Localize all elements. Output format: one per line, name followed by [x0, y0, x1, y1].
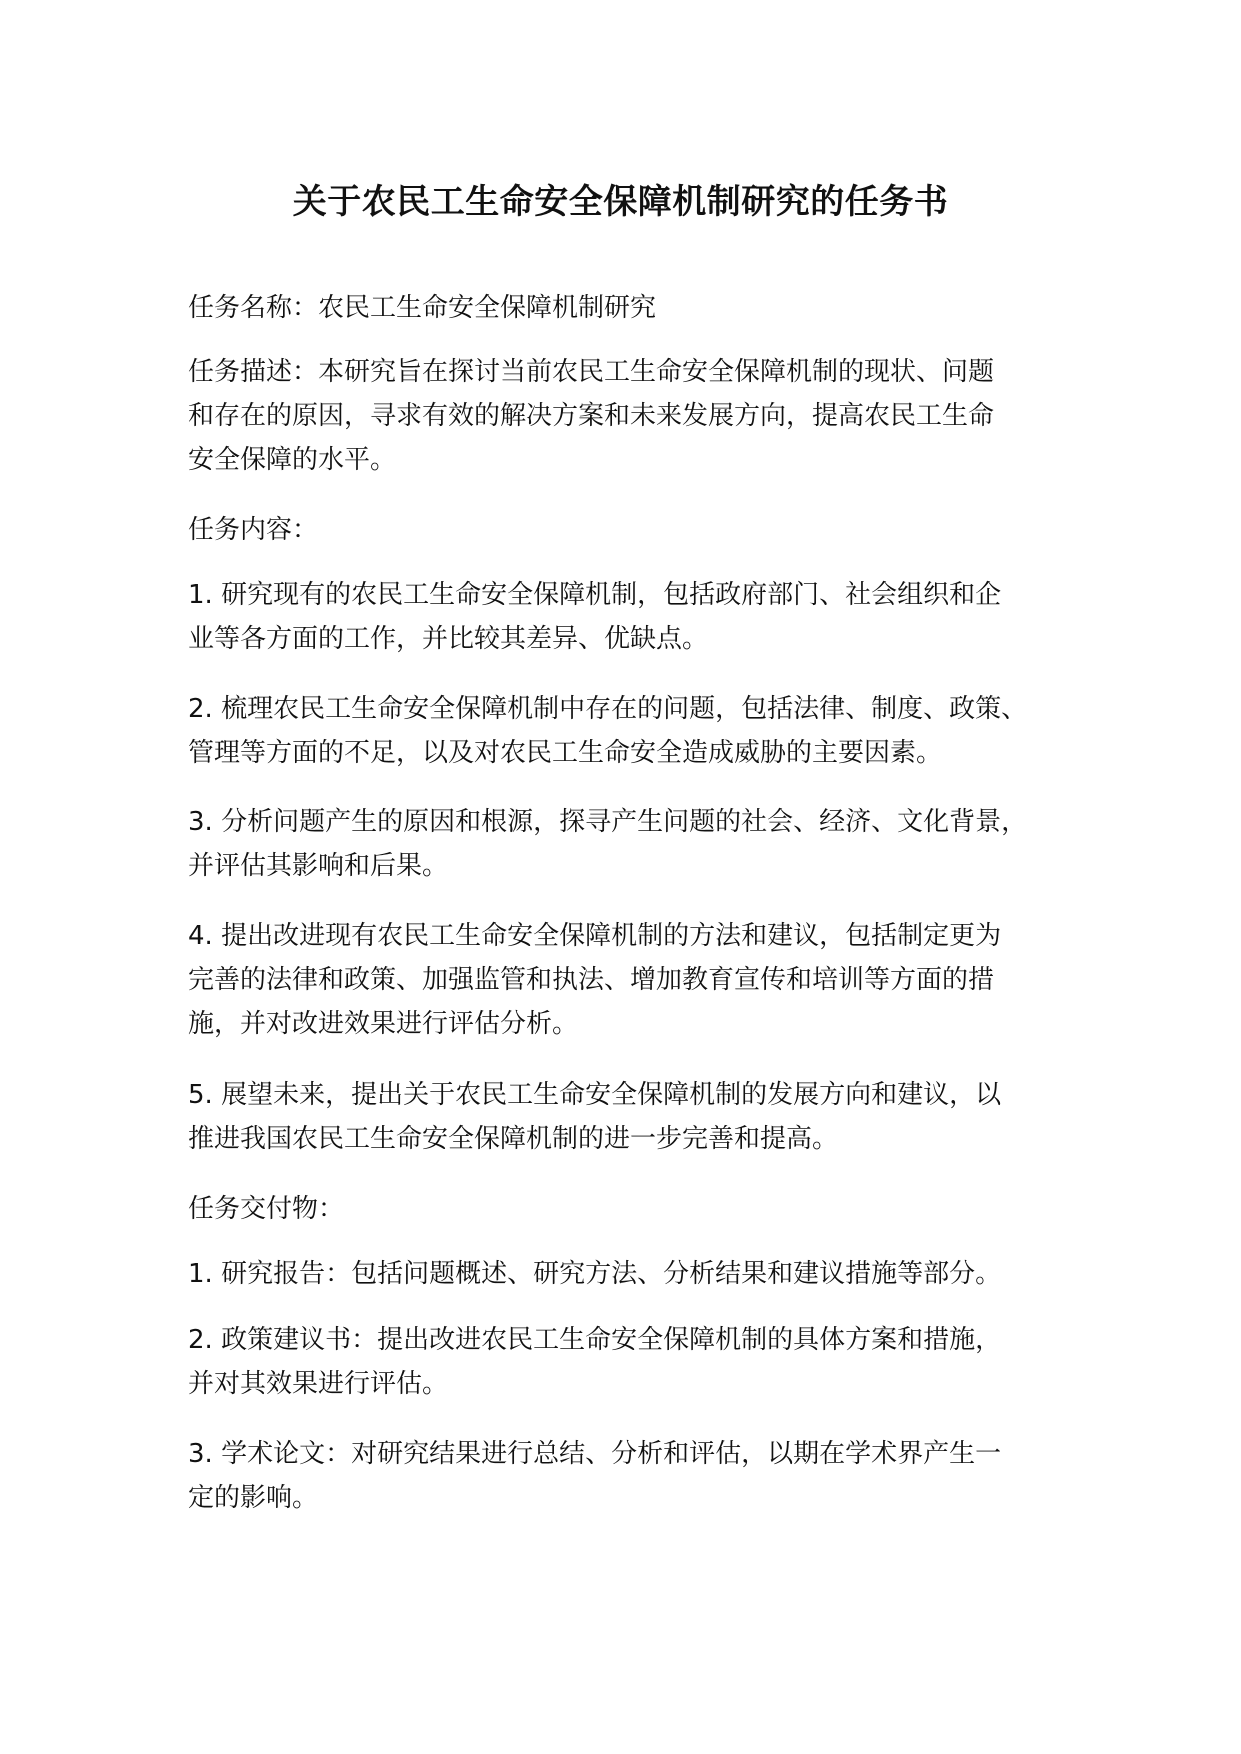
deliverable-line: 并对其效果进行评估。: [188, 1369, 449, 1399]
task-content-line: 3. 分析问题产生的原因和根源，探寻产生问题的社会、经济、文化背景，: [188, 807, 1028, 837]
task-content-item: [188, 1073, 1088, 1161]
deliverable-item: [188, 1432, 1088, 1520]
deliverable-item: [188, 1252, 1088, 1296]
task-content-line: 完善的法律和政策、加强监管和执法、增加教育宣传和培训等方面的措: [188, 965, 995, 995]
task-content-item: [188, 573, 1088, 661]
task-description: [188, 350, 1088, 482]
task-content-item: [188, 914, 1088, 1046]
deliverable-item: [188, 1318, 1088, 1406]
task-content-item: [188, 687, 1088, 775]
deliverable-line: 1. 研究报告：包括问题概述、研究方法、分析结果和建议措施等部分。: [188, 1259, 1002, 1289]
task-description-line: 和存在的原因，寻求有效的解决方案和未来发展方向，提高农民工生命: [188, 401, 995, 431]
task-content-line: 管理等方面的不足，以及对农民工生命安全造成威胁的主要因素。: [188, 738, 943, 768]
task-content-line: 施，并对改进效果进行评估分析。: [188, 1009, 579, 1039]
task-content-line: 4. 提出改进现有农民工生命安全保障机制的方法和建议，包括制定更为: [188, 921, 1002, 951]
task-content-heading-line: 任务内容：: [188, 515, 319, 545]
task-content-item: [188, 800, 1088, 888]
task-name-line: 任务名称：农民工生命安全保障机制研究: [188, 293, 657, 323]
task-content-line: 5. 展望未来，提出关于农民工生命安全保障机制的发展方向和建议，以: [188, 1080, 1002, 1110]
task-content-line: 1. 研究现有的农民工生命安全保障机制，包括政府部门、社会组织和企: [188, 580, 1002, 610]
deliverable-line: 3. 学术论文：对研究结果进行总结、分析和评估，以期在学术界产生一: [188, 1439, 1002, 1469]
deliverables-heading-line: 任务交付物：: [188, 1194, 345, 1224]
task-content-heading: [188, 508, 1088, 552]
task-content-line: 2. 梳理农民工生命安全保障机制中存在的问题，包括法律、制度、政策、: [188, 694, 1028, 724]
deliverable-line: 定的影响。: [188, 1483, 319, 1513]
task-content-line: 推进我国农民工生命安全保障机制的进一步完善和提高。: [188, 1124, 839, 1154]
deliverable-line: 2. 政策建议书：提出改进农民工生命安全保障机制的具体方案和措施，: [188, 1325, 1002, 1355]
task-content-line: 业等各方面的工作，并比较其差异、优缺点。: [188, 624, 709, 654]
document-title: 关于农民工生命安全保障机制研究的任务书: [292, 182, 949, 222]
task-content-line: 并评估其影响和后果。: [188, 851, 449, 881]
task-description-line: 任务描述：本研究旨在探讨当前农民工生命安全保障机制的现状、问题: [188, 357, 995, 387]
task-description-line: 安全保障的水平。: [188, 445, 397, 475]
task-name: [188, 286, 1088, 330]
deliverables-heading: [188, 1187, 1088, 1231]
